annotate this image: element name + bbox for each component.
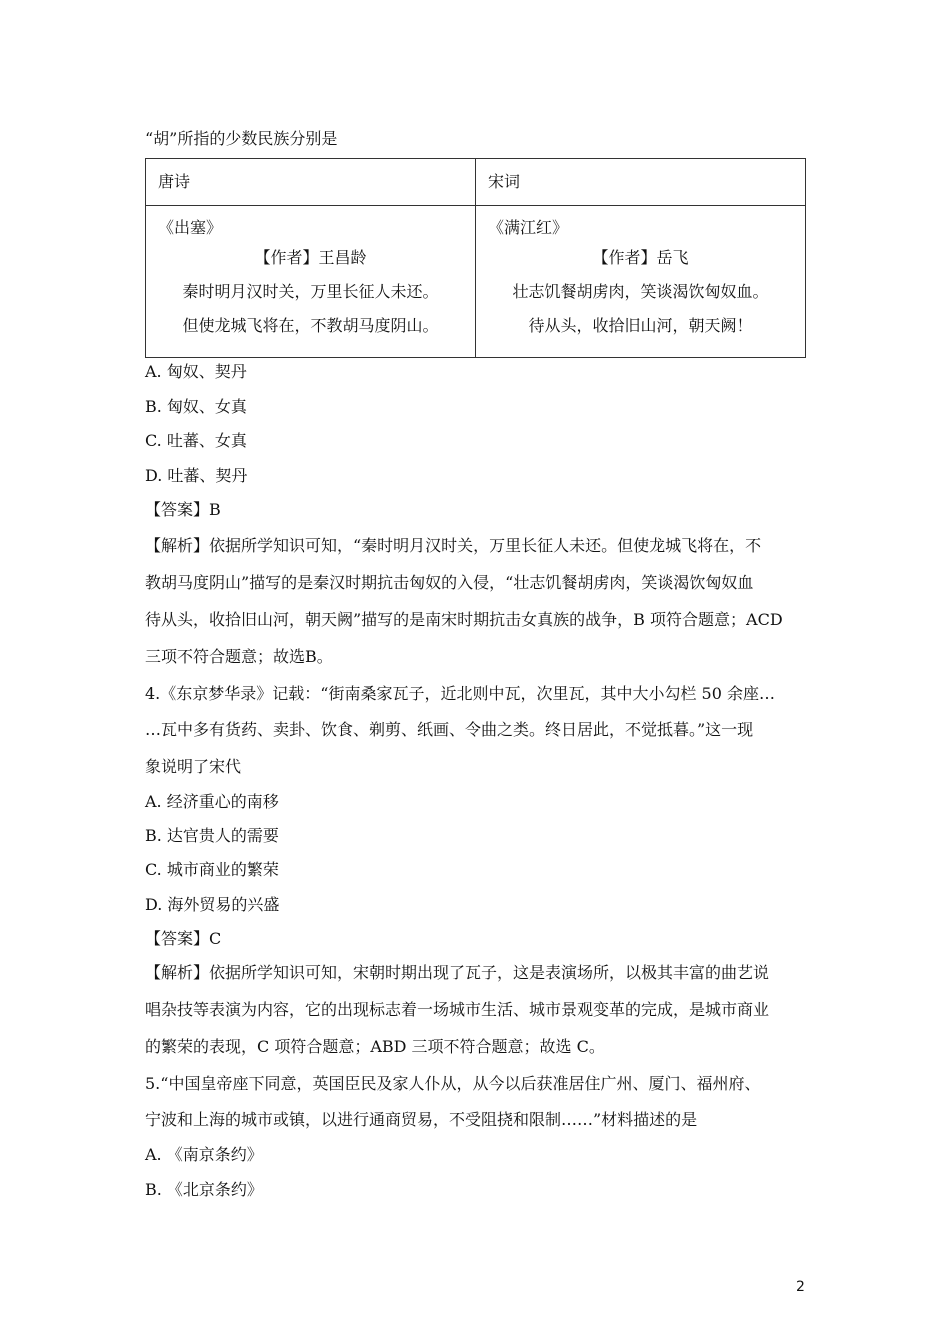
- poem-line: 但使龙城飞将在，不教胡马度阴山。: [182, 316, 439, 335]
- q4-analysis-line: 唱杂技等表演为内容，它的出现标志着一场城市生活、城市景观变革的完成，是城市商业: [145, 1000, 770, 1019]
- q3-option-b: B. 匈奴、女真: [145, 397, 247, 416]
- table-header-tang-poetry: 唐诗: [146, 159, 476, 206]
- q3-option-d: D. 吐蕃、契丹: [145, 466, 248, 485]
- q5-option-b: B. 《北京条约》: [145, 1180, 263, 1199]
- poem-line: 秦时明月汉时关，万里长征人未还。: [182, 282, 439, 301]
- poem-chusai: [146, 206, 476, 358]
- q4-option-d: D. 海外贸易的兴盛: [145, 895, 280, 914]
- q5-stem-line: 宁波和上海的城市或镇，以进行通商贸易，不受阻挠和限制……”材料描述的是: [145, 1110, 698, 1129]
- q3-analysis-line: 教胡马度阴山”描写的是秦汉时期抗击匈奴的入侵，“壮志饥餐胡虏肉，笑谈渴饮匈奴血: [145, 573, 754, 592]
- poem-author: 【作者】岳飞: [592, 248, 689, 267]
- q4-answer: 【答案】C: [145, 929, 222, 948]
- q4-stem-line: 4.《东京梦华录》记载：“街南桑家瓦子，近北则中瓦，次里瓦，其中大小勾栏 50 余座…: [145, 684, 775, 703]
- q3-stem-tail: “胡”所指的少数民族分别是: [145, 129, 338, 148]
- poem-author: 【作者】王昌龄: [254, 248, 367, 267]
- poem-manjianghong: [476, 206, 806, 358]
- poem-table: [145, 158, 806, 358]
- q3-analysis-line: 待从头，收拾旧山河，朝天阙”描写的是南宋时期抗击女真族的战争，B 项符合题意；ACD: [145, 610, 783, 629]
- q4-stem-line: 象说明了宋代: [145, 757, 242, 776]
- q4-option-b: B. 达官贵人的需要: [145, 826, 279, 845]
- table-header-song-ci: 宋词: [476, 159, 806, 206]
- q3-option-a: A. 匈奴、契丹: [145, 362, 247, 381]
- page-number: 2: [796, 1279, 805, 1295]
- q4-option-a: A. 经济重心的南移: [145, 792, 279, 811]
- q4-stem-line: …瓦中多有货药、卖卦、饮食、剃剪、纸画、令曲之类。终日居此，不觉抵暮。”这一现: [145, 720, 754, 739]
- poem-line: 壮志饥餐胡虏肉，笑谈渴饮匈奴血。: [512, 282, 769, 301]
- q3-option-c: C. 吐蕃、女真: [145, 431, 247, 450]
- q5-stem-line: 5.“中国皇帝座下同意，英国臣民及家人仆从，从今以后获准居住广州、厦门、福州府、: [145, 1074, 761, 1093]
- q5-option-a: A. 《南京条约》: [145, 1145, 263, 1164]
- q3-analysis-line: 三项不符合题意；故选B。: [145, 647, 333, 666]
- q4-option-c: C. 城市商业的繁荣: [145, 860, 279, 879]
- poem-title: 《满江红》: [488, 218, 569, 237]
- q4-analysis-line: 【解析】依据所学知识可知，宋朝时期出现了瓦子，这是表演场所，以极其丰富的曲艺说: [145, 963, 770, 982]
- poem-title: 《出塞》: [158, 218, 223, 237]
- poem-line: 待从头，收拾旧山河，朝天阙！: [528, 316, 753, 335]
- q3-answer: 【答案】B: [145, 500, 221, 519]
- q3-analysis-line: 【解析】依据所学知识可知，“秦时明月汉时关，万里长征人未还。但使龙城飞将在，不: [145, 536, 762, 555]
- q4-analysis-line: 的繁荣的表现，C 项符合题意；ABD 三项不符合题意；故选 C。: [145, 1037, 605, 1056]
